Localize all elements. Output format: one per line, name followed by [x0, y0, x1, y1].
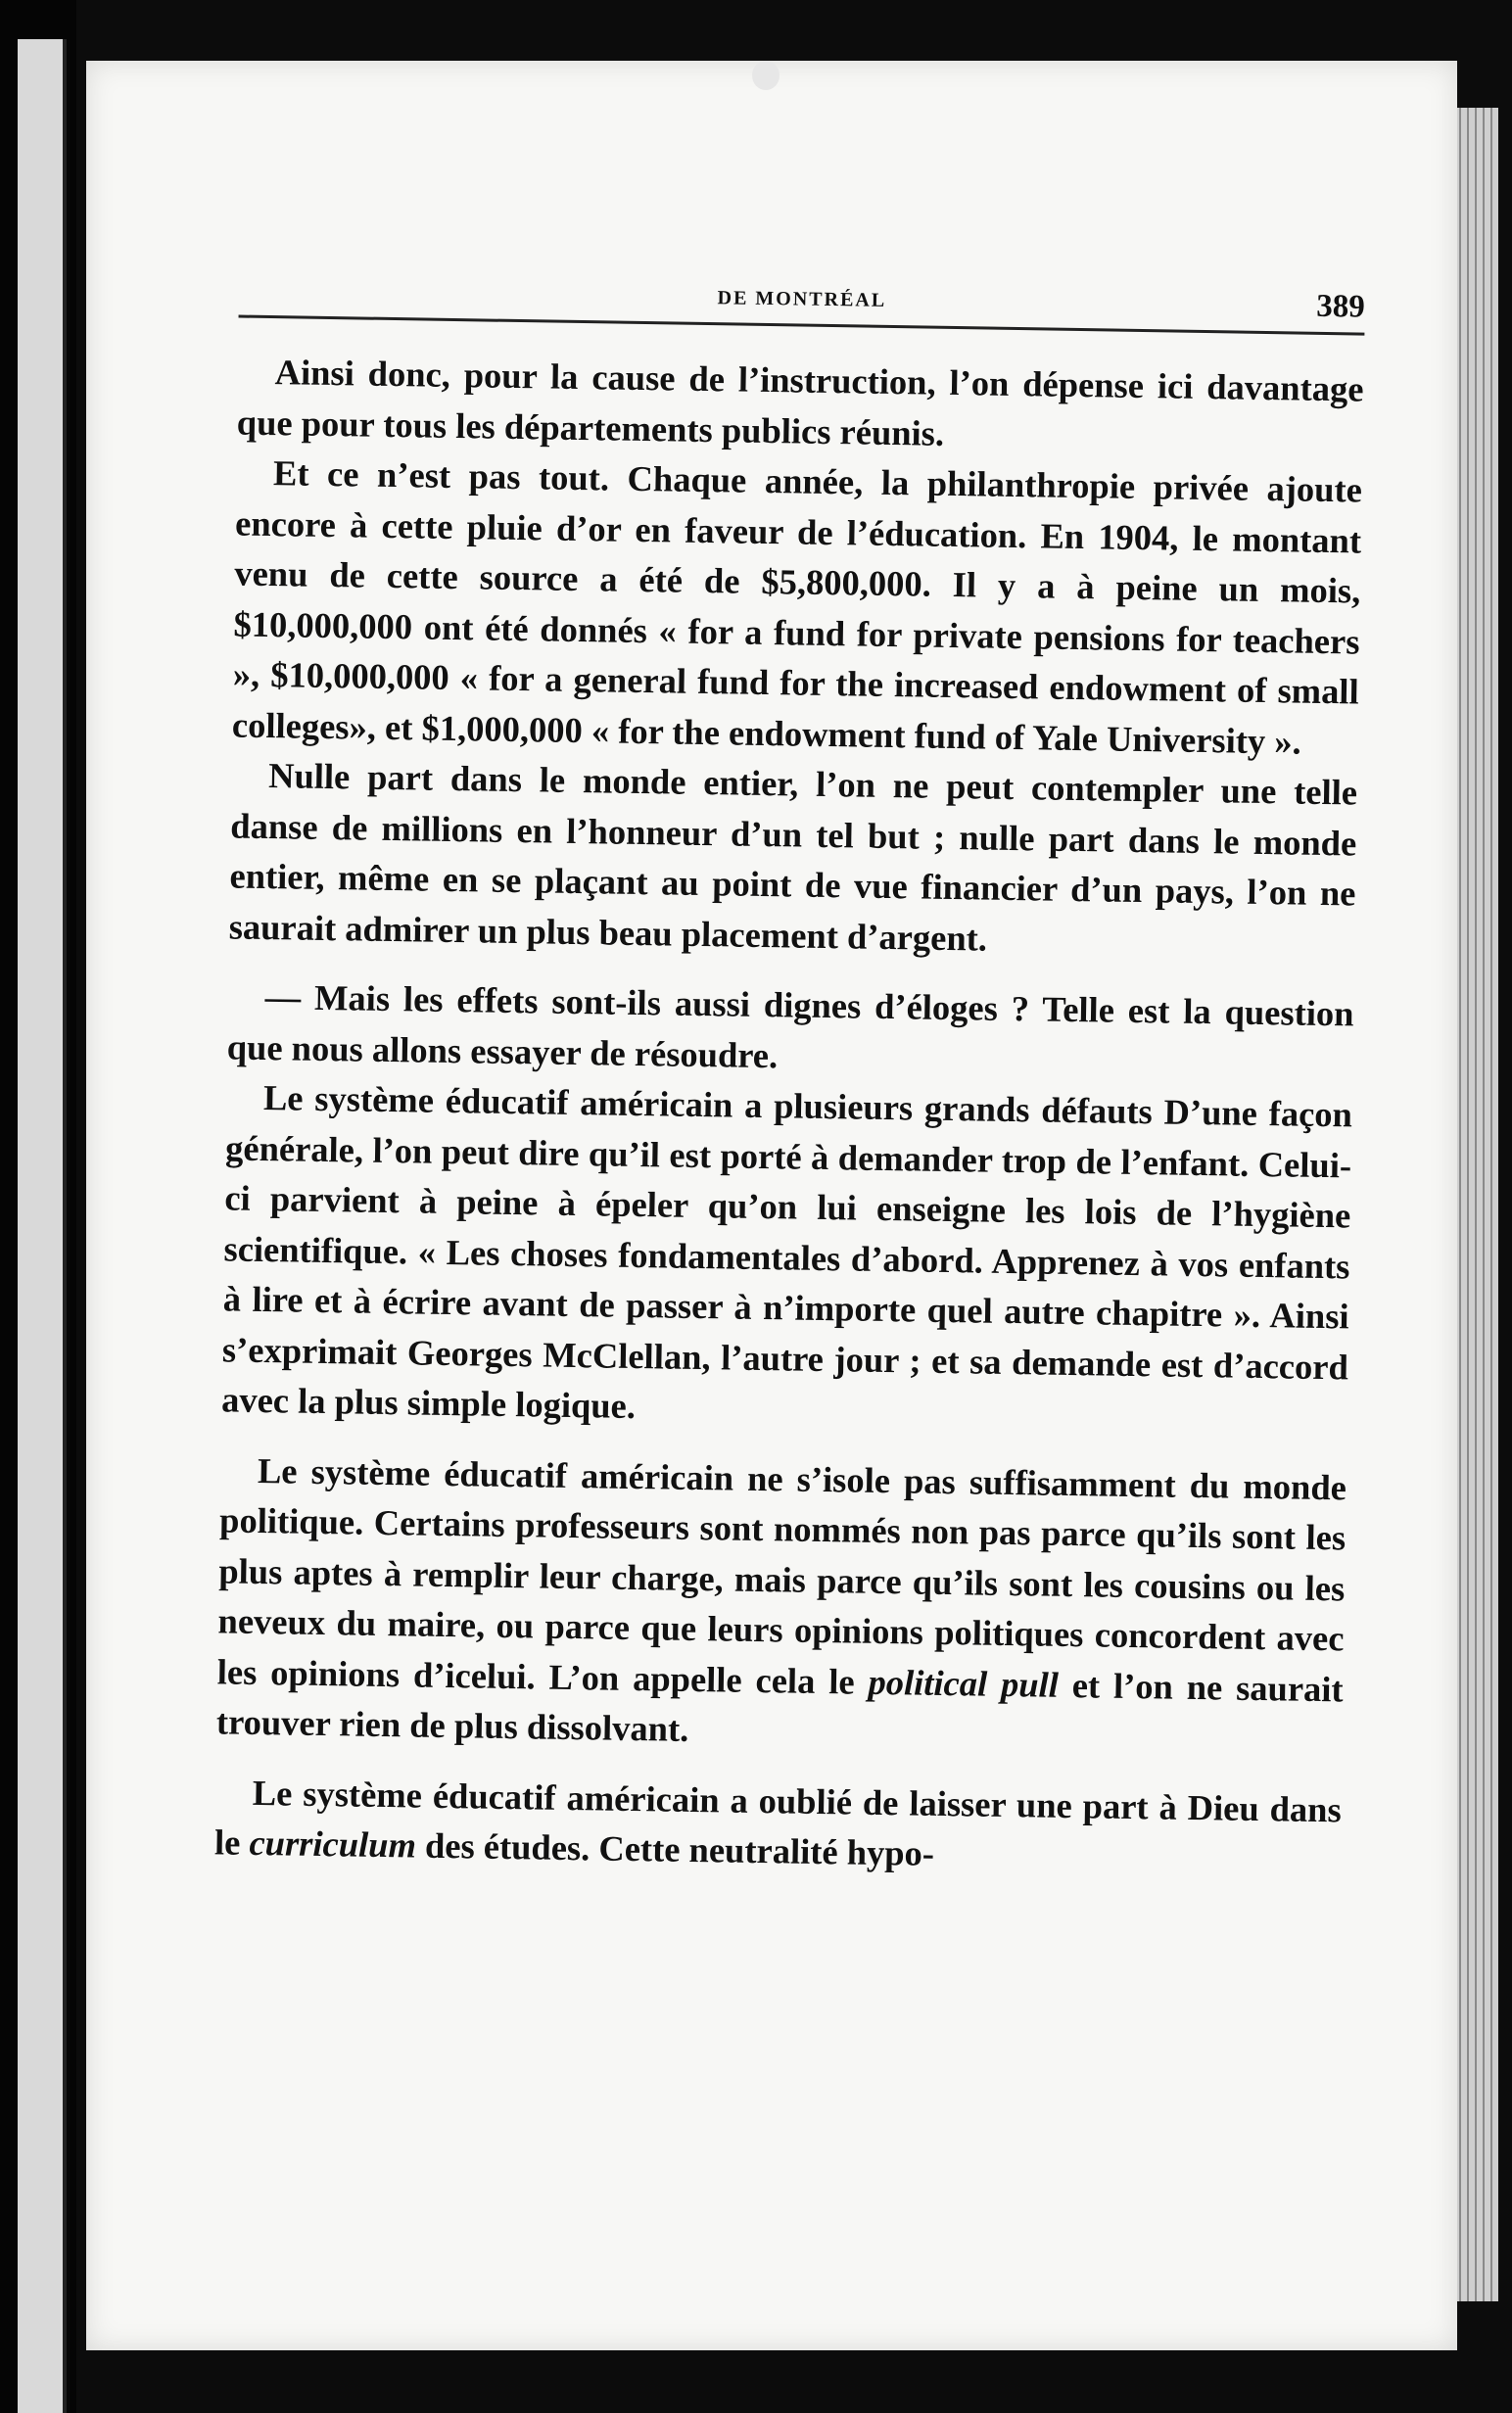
paragraph-text: des études. Cette neutralité hypo- [415, 1824, 935, 1873]
paragraph-text: Le système éducatif américain ne s’isole pas suffisamment du monde politique. Certains professeurs sont nommés non pas parce qu’ils sont les plus aptes à remplir leur charge, mais parce qu’ils sont les cousins ou les neveux du maire, ou parce que leurs opinions politiques concordent avec les opinions d’icelui. L’on appelle cela le [216, 1449, 1347, 1702]
body-text [214, 347, 1364, 1885]
book-page [86, 61, 1457, 2350]
italic-term: curriculum [249, 1822, 417, 1866]
paragraph: Ainsi donc, pour la cause de l’instruction, l’on dépense ici davantage que pour tous les départements publics réunis. [236, 352, 1364, 453]
paragraph: — Mais les effets sont-ils aussi dignes d’éloges ? Telle est la question que nous allons essayer de résoudre. [226, 976, 1354, 1075]
paragraph-text: et l’on ne saurait trouver rien de plus dissolvant. [215, 1664, 1344, 1749]
running-head [239, 280, 1365, 336]
paragraph-text: Le système éducatif américain a oublié de laisser une part à Dieu dans le [213, 1772, 1343, 1863]
italic-term: political pull [868, 1661, 1060, 1705]
paragraph: Le système éducatif américain a plusieurs grands défauts D’une façon générale, l’on peut dire qu’il est porté à demander trop de l’enfant. Celui-ci parvient à peine à épeler qu’on lui enseigne les lois de l’hygiène scientifique. « Les choses fondamentales d’abord. Apprenez à vos enfants à lire et à écrire avant de passer à n’importe quel autre chapitre ». Ainsi s’exprimait Georges McClellan, l’autre jour ; et sa demande est d’accord avec la plus simple logique. [220, 1077, 1353, 1427]
running-title: DE MONTRÉAL [717, 287, 887, 311]
paragraph: Nulle part dans le monde entier, l’on ne peut contempler une telle danse de millions en l’honneur d’un tel but ; nulle part dans le monde entier, même en se plaçant au point de vue financier d’un pays, l’on ne saurait admirer un plus beau placement d’argent. [228, 755, 1358, 959]
page-content [148, 52, 1389, 2360]
page-number: 389 [1316, 288, 1366, 325]
facing-page-edge [18, 39, 67, 2413]
paragraph [216, 1444, 1347, 1765]
paragraph: Et ce n’est pas tout. Chaque année, la philanthropie privée ajoute encore à cette pluie d’or en faveur de l’éducation. En 1904, le montant venu de cette source a été de $5,800,000. Il y a à peine un mois, $10,000,000 ont été donnés « for a fund for private pensions for teachers », $10,000,000 « for a general fund for the increased endowment of small colleges», et $1,000,000 « for the endowment fund of Yale University ». [231, 452, 1363, 762]
paragraph [214, 1767, 1342, 1885]
